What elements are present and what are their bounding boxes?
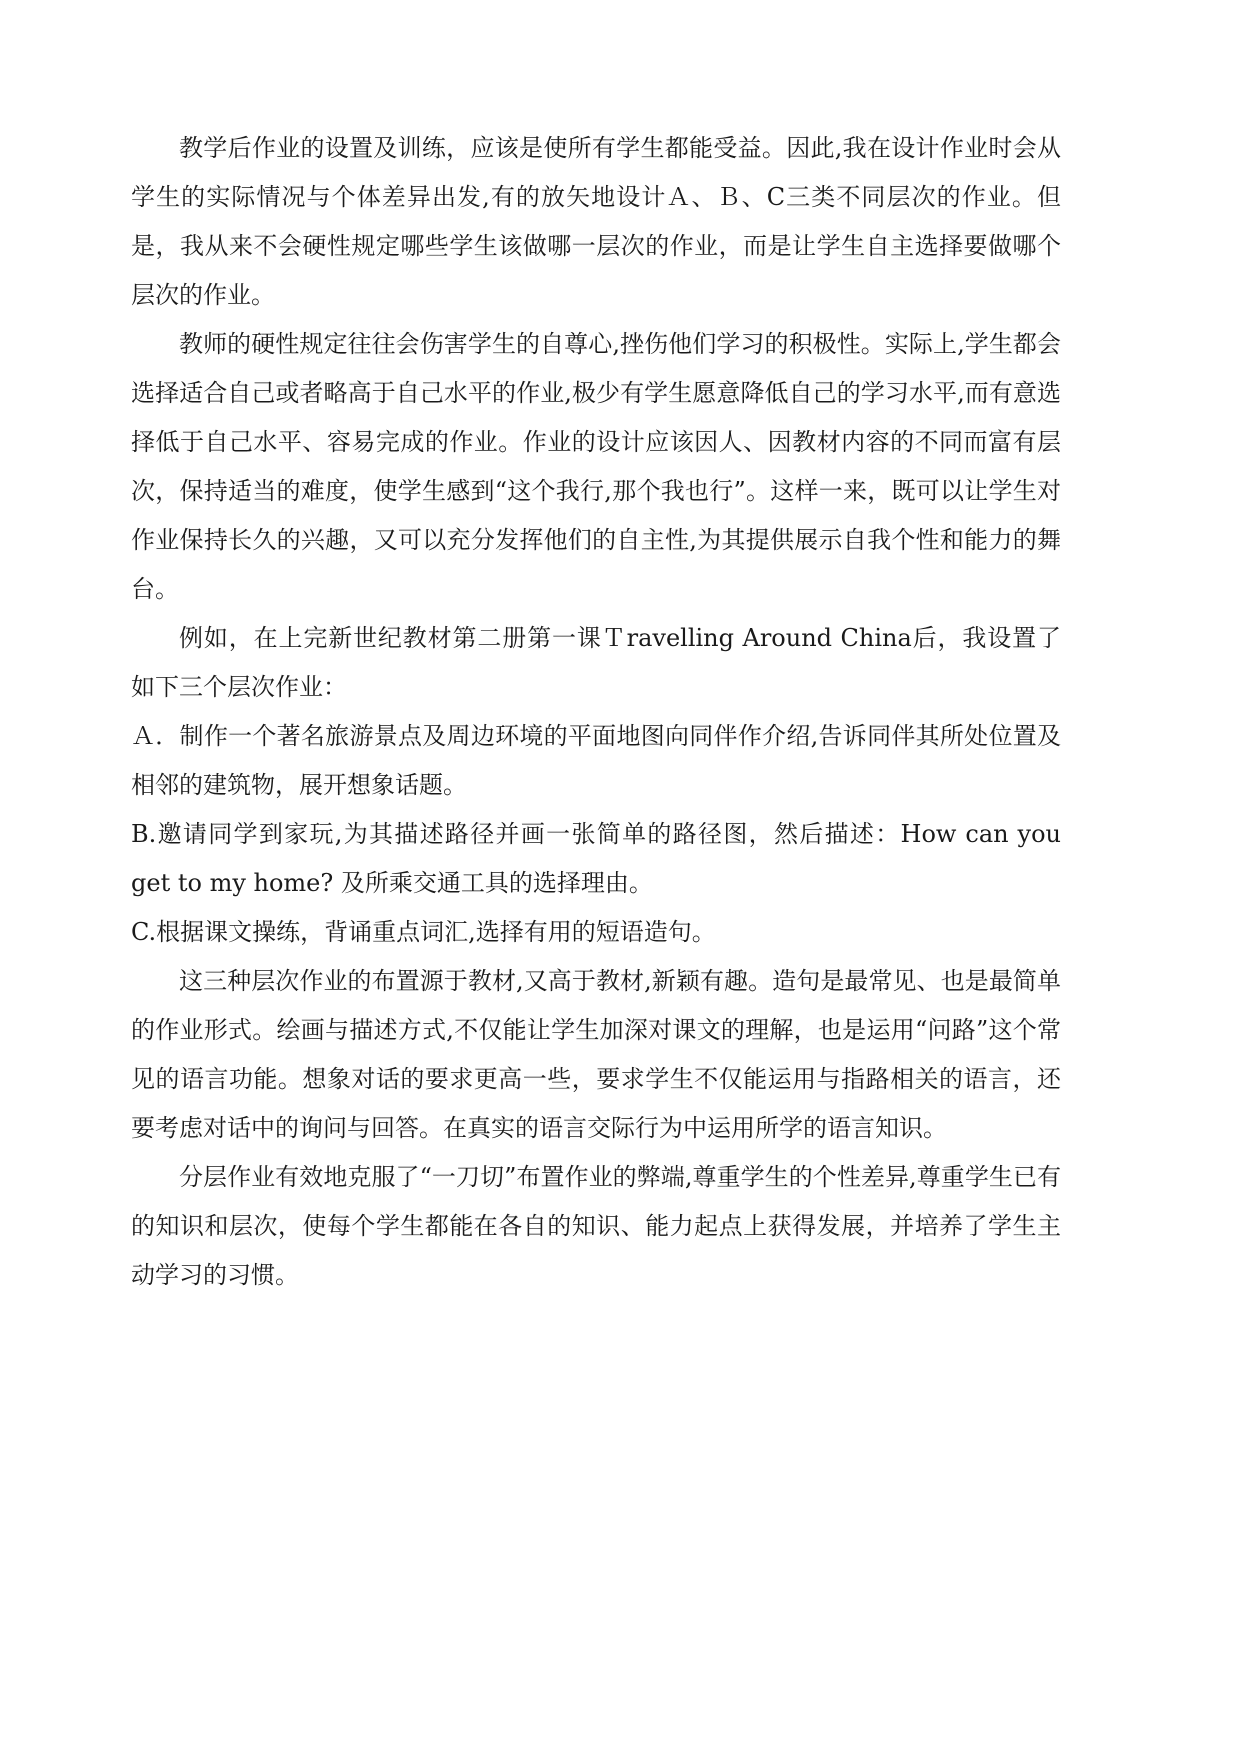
paragraph-conclusion: 分层作业有效地克服了“一刀切”布置作业的弊端,尊重学生的个性差异,尊重学生已有的知识和层次，使每个学生都能在各自的知识、能力起点上获得发展，并培养了学生主动学习的习惯。 [131,1163,1061,1289]
document-body [131,124,1061,1300]
list-item-c: C.根据课文操练，背诵重点词汇,选择有用的短语造句。 [131,918,716,946]
paragraph-homework-design: 教学后作业的设置及训练，应该是使所有学生都能受益。因此,我在设计作业时会从学生的实际情况与个体差异出发,有的放矢地设计Ａ、Ｂ、C三类不同层次的作业。但是，我从来不会硬性规定哪些学生该做哪一层次的作业，而是让学生自主选择要做哪个层次的作业。 [131,134,1061,309]
list-item-b: B.邀请同学到家玩,为其描述路径并画一张简单的路径图，然后描述：How can you get to my home? 及所乘交通工具的选择理由。 [131,820,1061,897]
list-item-a: Ａ．制作一个著名旅游景点及周边环境的平面地图向同伴作介绍,告诉同伴其所处位置及相邻的建筑物，展开想象话题。 [131,722,1061,799]
paragraph-three-levels: 这三种层次作业的布置源于教材,又高于教材,新颖有趣。造句是最常见、也是最简单的作业形式。绘画与描述方式,不仅能让学生加深对课文的理解，也是运用“问路”这个常见的语言功能。想象对话的要求更高一些，要求学生不仅能运用与指路相关的语言，还要考虑对话中的询问与回答。在真实的语言交际行为中运用所学的语言知识。 [131,967,1061,1142]
paragraph-teacher-rules: 教师的硬性规定往往会伤害学生的自尊心,挫伤他们学习的积极性。实际上,学生都会选择适合自己或者略高于自己水平的作业,极少有学生愿意降低自己的学习水平,而有意选择低于自己水平、容易完成的作业。作业的设计应该因人、因教材内容的不同而富有层次，保持适当的难度，使学生感到“这个我行,那个我也行”。这样一来，既可以让学生对作业保持长久的兴趣，又可以充分发挥他们的自主性,为其提供展示自我个性和能力的舞台。 [131,330,1061,603]
paragraph-example-intro: 例如，在上完新世纪教材第二册第一课Ｔravelling Around China后，我设置了如下三个层次作业： [131,624,1061,701]
